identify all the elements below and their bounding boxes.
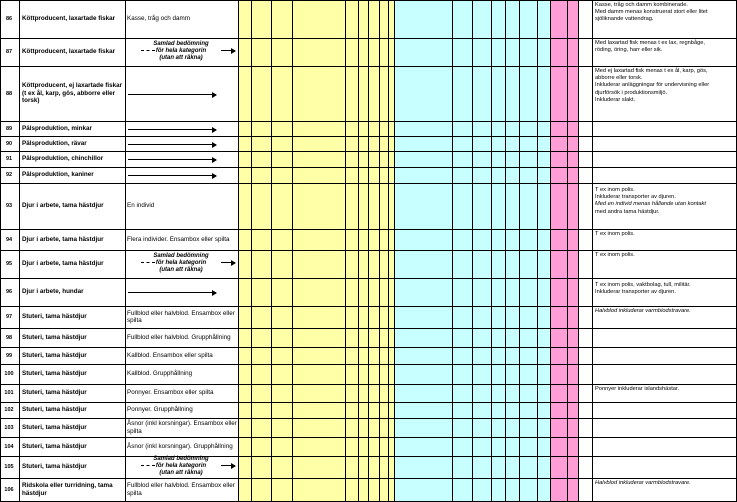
arrow-right-icon (221, 262, 235, 263)
table-row (0, 384, 737, 402)
note-line: Med damm menas konstruerat stort eller litet (595, 9, 708, 16)
table-row (0, 151, 737, 167)
category-cell (19, 151, 123, 167)
subcategory-cell: Ponnyer. Grupphållning (127, 406, 193, 414)
note-line: Med en individ menas hållande utan kontakt (595, 201, 706, 208)
samlad-line1: Samlad bedömning (153, 41, 209, 47)
table-row (0, 121, 737, 136)
samlad-line2: för hela kategorin (155, 463, 207, 469)
note-cell (593, 308, 736, 315)
category-label: Pälsproduktion, kaniner (22, 171, 94, 179)
note-line: djurförsök i produktionsmiljö. (595, 89, 668, 96)
table-row (0, 328, 737, 347)
row-number: 93 (5, 203, 13, 209)
samlad-line3: (utan att räkna) (159, 267, 203, 273)
table-row (0, 478, 737, 501)
note-cell (593, 480, 736, 487)
arrow-right-icon (128, 129, 216, 130)
note-line: Inkluderar transporter av djuren. (595, 289, 676, 296)
note-cell (593, 282, 736, 296)
category-label: Stuteri, tama hästdjur (22, 351, 87, 359)
category-cell (19, 38, 123, 66)
row-number: 95 (5, 261, 13, 267)
note-cell (593, 386, 736, 393)
note-cell (593, 68, 736, 104)
category-cell (19, 384, 123, 402)
note-line: Inkluderar anläggningar för undervisning eller (595, 82, 710, 89)
samlad-line1: Samlad bedömning (153, 456, 209, 462)
note-line: Inkluderar transporter av djuren. (595, 194, 676, 201)
arrow-right-icon (221, 50, 235, 51)
row-number: 106 (4, 486, 14, 493)
category-label: Köttproducent, ej laxartade fiskar (t ex ål, karp, gös, abborre eller torsk) (22, 82, 123, 105)
category-label: Stuteri, tama hästdjur (22, 463, 87, 471)
row-number: 87 (5, 49, 13, 55)
category-label: Djur i arbete, tama hästdjur (22, 202, 104, 210)
subcategory-cell: Flera individer. Ensambox eller spilta (127, 235, 230, 243)
category-label: Stuteri, tama hästdjur (22, 370, 87, 378)
row-number: 98 (5, 334, 13, 341)
row-number: 102 (4, 407, 14, 413)
category-label: Pälsproduktion, minkar (22, 124, 92, 132)
category-cell (19, 167, 123, 183)
arrow-right-icon (221, 465, 235, 466)
table-row (0, 364, 737, 384)
row-number: 96 (5, 289, 13, 295)
category-label: Ridskola eller turridning, tama hästdjur (22, 482, 113, 497)
note-line: sjöliknande vattendrag. (595, 16, 654, 23)
note-line: Halvblod inkluderar varmblodstravare. (595, 480, 691, 486)
category-cell (19, 306, 123, 328)
row-number: 97 (5, 314, 13, 320)
subcategory-cell: Fullblod eller halvblod. Ensambox eller spilta (127, 482, 235, 497)
note-cell (593, 252, 736, 259)
note-line: Kasse, tråg och damm kombinerade. (595, 2, 688, 8)
arrow-right-icon (128, 94, 216, 95)
table-row (0, 306, 737, 328)
table-row (0, 136, 737, 151)
subcategory-cell: Ponnyer. Ensambox eller spilta (127, 389, 214, 397)
category-label: Köttproducent, laxartade fiskar (22, 15, 116, 23)
table-row (0, 418, 737, 437)
table-row (0, 456, 737, 478)
note-cell (593, 40, 736, 54)
note-line: Halvblod inkluderar varmblodstravare. (595, 308, 691, 314)
note-line: Med ej laxartad fisk menas t ex ål, karp, gös, (595, 68, 708, 74)
category-label: Köttproducent, laxartade fiskar (22, 48, 116, 56)
category-cell (19, 136, 123, 151)
table-row (0, 278, 737, 306)
category-cell (19, 229, 123, 250)
category-label: Pälsproduktion, rävar (22, 139, 87, 147)
category-label: Djur i arbete, tama hästdjur (22, 260, 104, 268)
table-row (0, 229, 737, 250)
category-cell (19, 456, 123, 478)
row-number: 104 (4, 443, 14, 450)
note-line: Ponnyer inkluderar islandshästar. (595, 386, 680, 392)
category-cell (19, 478, 123, 501)
note-line: röding, öring, harr eller sik. (595, 47, 663, 54)
note-cell (593, 187, 736, 216)
dashed-line (141, 465, 155, 467)
note-line: abborre eller torsk. (595, 75, 643, 82)
note-line: med andra tama hästdjur. (595, 208, 660, 215)
samlad-line3: (utan att räkna) (159, 55, 203, 61)
category-cell (19, 364, 123, 384)
note-line: T ex inom polis, vaktbolag, tull, militär. (595, 282, 691, 288)
row-number: 86 (5, 16, 13, 22)
subcategory-cell: En individ (127, 202, 155, 210)
arrow-right-icon (128, 175, 216, 176)
row-number: 101 (4, 390, 14, 396)
note-cell (593, 2, 736, 24)
subcategory-cell: Kallblod. Ensambox eller spilta (127, 351, 213, 359)
samlad-line1: Samlad bedömning (153, 253, 209, 259)
table-row (0, 38, 737, 66)
category-cell (19, 402, 123, 418)
table-row (0, 0, 737, 38)
table-row (0, 66, 737, 121)
category-label: Stuteri, tama hästdjur (22, 423, 87, 431)
category-cell (19, 121, 123, 136)
subcategory-cell: Fullblod eller halvblod. Ensambox eller spilta (127, 309, 235, 324)
subcategory-cell: Kasse, tråg och damm (127, 15, 190, 23)
category-cell (19, 0, 123, 38)
samlad-bedomning-note (125, 456, 237, 478)
samlad-bedomning-note (125, 41, 237, 63)
samlad-line3: (utan att räkna) (159, 470, 203, 476)
table-row (0, 167, 737, 183)
note-line: Inkluderar slakt. (595, 96, 636, 103)
table-row (0, 437, 737, 456)
category-label: Djur i arbete, tama hästdjur (22, 235, 104, 243)
table-row (0, 183, 737, 229)
row-number: 100 (4, 371, 14, 377)
category-label: Stuteri, tama hästdjur (22, 442, 87, 450)
category-label: Djur i arbete, hundar (22, 288, 84, 296)
subcategory-cell: Åsnor (inkl korsningar). Ensambox eller spilta (127, 420, 237, 435)
row-number: 91 (5, 156, 13, 162)
category-label: Stuteri, tama hästdjur (22, 406, 87, 414)
row-number: 90 (5, 140, 13, 147)
arrow-right-icon (128, 159, 216, 160)
category-label: Pälsproduktion, chinchillor (22, 155, 104, 163)
category-cell (19, 328, 123, 347)
category-cell (19, 437, 123, 456)
table-row (0, 347, 737, 364)
samlad-line2: för hela kategorin (155, 48, 207, 54)
row-number: 99 (5, 352, 13, 359)
note-cell (593, 231, 736, 238)
subcategory-cell: Kallblod. Grupphållning (127, 370, 193, 378)
row-number: 92 (5, 172, 13, 178)
subcategory-cell: Fullblod eller halvblod. Grupphållning (127, 333, 231, 341)
row-number: 94 (5, 236, 13, 243)
category-label: Stuteri, tama hästdjur (22, 333, 87, 341)
row-number: 103 (4, 424, 14, 431)
note-line: Med laxartad fisk menas t ex lax, regnbåge, (595, 40, 706, 46)
subcategory-cell: Åsnor (inkl korsningar). Grupphållning (127, 442, 233, 450)
samlad-line2: för hela kategorin (155, 260, 207, 266)
category-cell (19, 347, 123, 364)
table-row (0, 250, 737, 278)
note-line: T ex inom polis. (595, 187, 635, 193)
category-cell (19, 418, 123, 437)
table-row (0, 402, 737, 418)
category-cell (19, 278, 123, 306)
category-cell (19, 66, 123, 121)
dashed-line (141, 50, 155, 52)
note-line: T ex inom polis. (595, 231, 635, 237)
arrow-right-icon (128, 144, 216, 145)
samlad-bedomning-note (125, 253, 237, 275)
row-number: 89 (5, 125, 13, 132)
category-cell (19, 183, 123, 229)
dashed-line (141, 262, 155, 264)
row-number: 105 (4, 464, 14, 470)
category-cell (19, 250, 123, 278)
note-line: T ex inom polis. (595, 252, 635, 258)
category-label: Stuteri, tama hästdjur (22, 389, 87, 397)
category-label: Stuteri, tama hästdjur (22, 313, 87, 321)
row-number: 88 (5, 90, 13, 97)
arrow-right-icon (128, 292, 216, 293)
